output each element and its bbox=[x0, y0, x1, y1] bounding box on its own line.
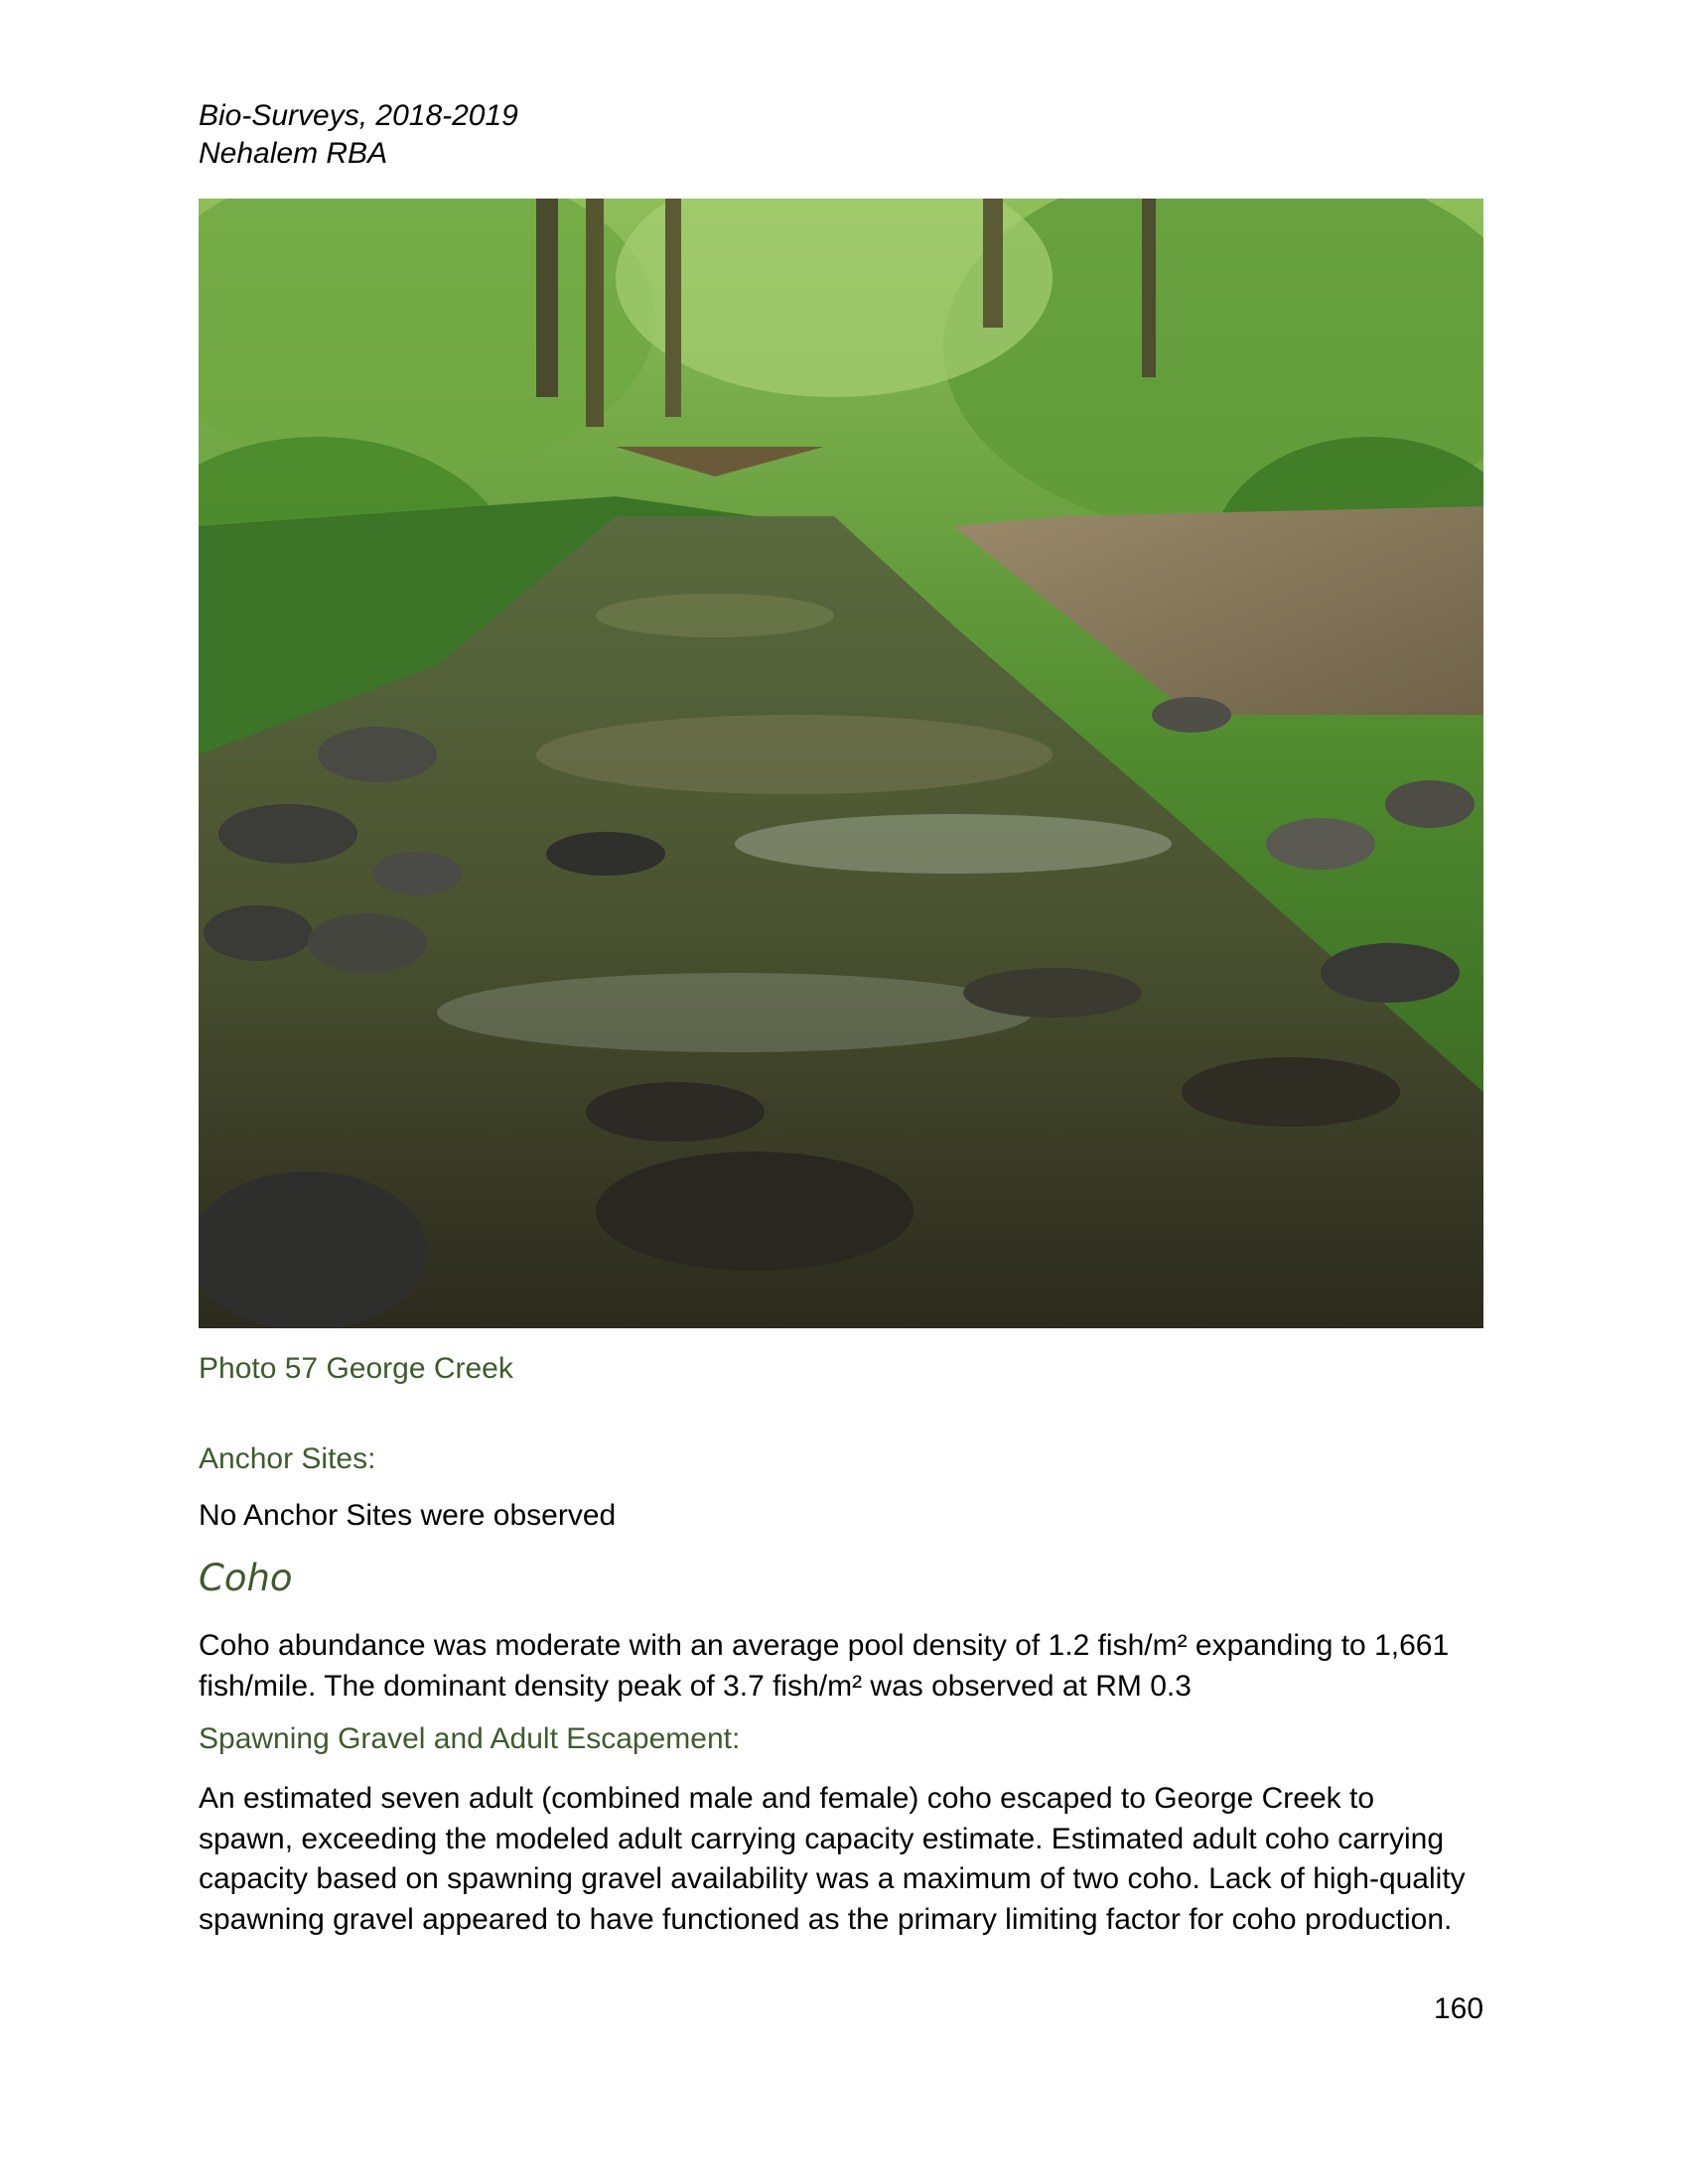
coho-heading: Coho bbox=[199, 1557, 293, 1599]
spawning-line: An estimated seven adult (combined male and female) coho escaped to George Creek to bbox=[199, 1782, 1375, 1815]
coho-line: Coho abundance was moderate with an average pool density of 1.2 fish/m² expanding to 1,661 bbox=[199, 1629, 1450, 1662]
coho-line: fish/mile. The dominant density peak of 3.7 fish/m² was observed at RM 0.3 bbox=[199, 1670, 1192, 1703]
spawning-line: spawn, exceeding the modeled adult carrying capacity estimate. Estimated adult coho carrying bbox=[199, 1822, 1445, 1855]
photo-caption: Photo 57 George Creek bbox=[199, 1352, 513, 1385]
anchor-sites-text: No Anchor Sites were observed bbox=[199, 1499, 617, 1532]
header-subtitle: Nehalem RBA bbox=[199, 137, 388, 170]
spawning-line: spawning gravel appeared to have functioned as the primary limiting factor for coho production. bbox=[199, 1902, 1453, 1936]
spawning-paragraph bbox=[199, 1779, 1489, 1940]
spawning-heading: Spawning Gravel and Adult Escapement: bbox=[199, 1722, 741, 1755]
header-title: Bio-Surveys, 2018-2019 bbox=[199, 99, 518, 132]
running-header bbox=[199, 97, 518, 173]
spawning-line: capacity based on spawning gravel availability was a maximum of two coho. Lack of high-quality bbox=[199, 1862, 1466, 1895]
creek-photo-illustration bbox=[199, 199, 1483, 1328]
creek-photo bbox=[199, 199, 1483, 1328]
coho-paragraph bbox=[199, 1625, 1489, 1706]
anchor-sites-heading: Anchor Sites: bbox=[199, 1442, 376, 1475]
page-number: 160 bbox=[1434, 1992, 1484, 2025]
